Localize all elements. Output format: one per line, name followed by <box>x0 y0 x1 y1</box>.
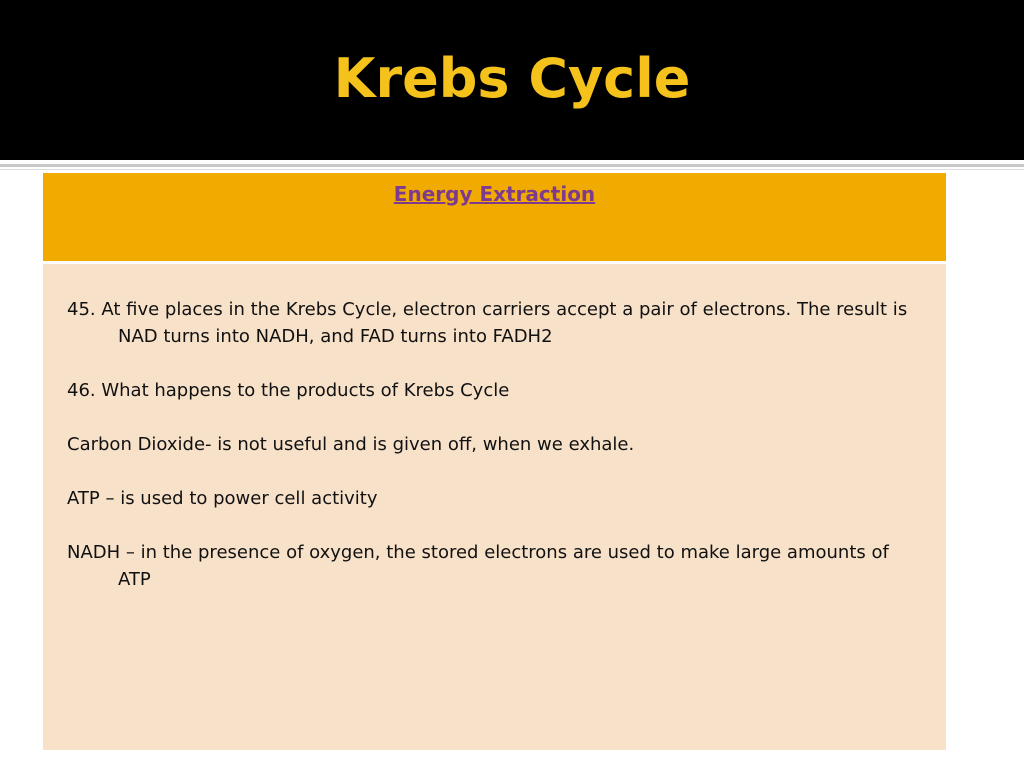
body-text <box>67 296 927 620</box>
paragraph-carbon-dioxide: Carbon Dioxide- is not useful and is given off, when we exhale. <box>67 434 635 455</box>
paragraph-45: 45. At five places in the Krebs Cycle, electron carriers accept a pair of electrons. The result is NAD turns into NADH, and FAD turns into FADH2 <box>67 299 908 347</box>
table-header-cell <box>43 173 946 261</box>
paragraph-46: 46. What happens to the products of Krebs Cycle <box>67 380 510 401</box>
title-divider-thin <box>0 169 1024 170</box>
paragraph-atp: ATP – is used to power cell activity <box>67 488 378 509</box>
content-table <box>43 173 946 750</box>
table-header-link[interactable]: Energy Extraction <box>393 182 596 206</box>
title-bar <box>0 0 1024 160</box>
slide-title: Krebs Cycle <box>333 47 691 110</box>
paragraph-nadh: NADH – in the presence of oxygen, the stored electrons are used to make large amounts of ATP <box>67 542 889 590</box>
title-divider <box>0 164 1024 167</box>
table-body-cell <box>43 264 946 750</box>
